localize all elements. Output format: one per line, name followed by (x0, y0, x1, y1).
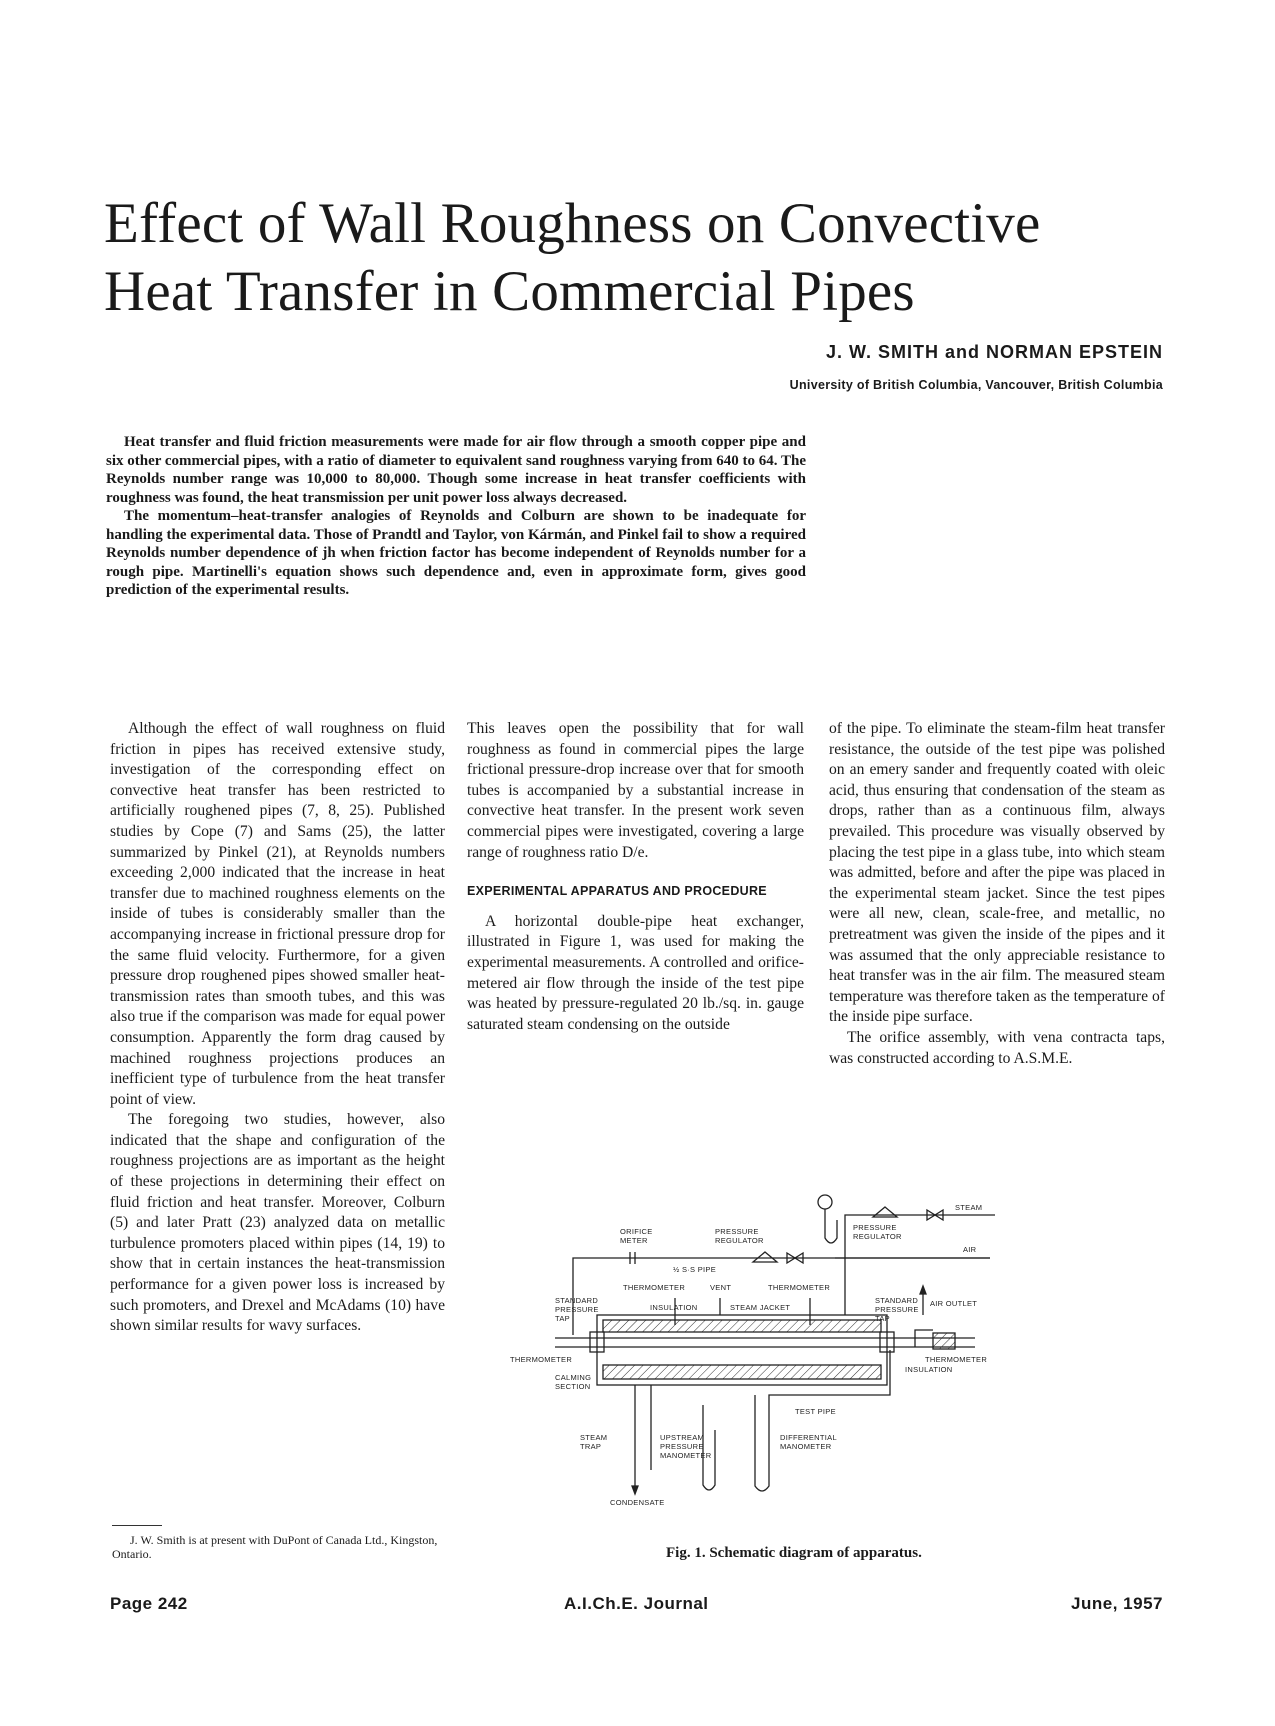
insulation-bottom (603, 1365, 881, 1379)
label-calming-section: CALMING (555, 1373, 592, 1382)
label-standard-tap: PRESSURE (555, 1305, 599, 1314)
body-paragraph: This leaves open the possibility that for wall roughness as found in commercial pipes the large frictional pressure-drop increase over that for smooth tubes is accompanied by a substantial increase in convective heat transfer. In the present work seven commercial pipes were investigated, covering a large range of roughness ratio D/e. (467, 720, 804, 861)
footnote: J. W. Smith is at present with DuPont of Canada Ltd., Kingston, Ontario. (112, 1533, 438, 1561)
label-pressure-regulator-top: PRESSURE (853, 1223, 897, 1232)
affiliation: University of British Columbia, Vancouver, British Columbia (789, 378, 1163, 392)
body-paragraph: The orifice assembly, with vena contracta taps, was constructed according to A.S.M.E. (829, 1028, 1165, 1067)
label-pressure-regulator-top: REGULATOR (853, 1232, 902, 1241)
abstract-paragraph: Heat transfer and fluid friction measurements were made for air flow through a smooth copper pipe and six other commercial pipes, with a ratio of diameter to equivalent sand roughness varying from 640 to 64. The Reynolds number range was 10,000 to 80,000. Though some increase in heat transfer coefficients with roughness was found, the heat transmission per unit power loss always decreased. (106, 434, 806, 506)
body-column-1 (110, 719, 445, 1337)
label-pressure-regulator: PRESSURE (715, 1227, 759, 1236)
label-ss-pipe: ½ S·S PIPE (673, 1265, 717, 1274)
pressure-regulator-icon (753, 1252, 777, 1262)
label-vent: VENT (710, 1283, 732, 1292)
label-orifice-meter: ORIFICE (620, 1227, 653, 1236)
label-steam-trap: TRAP (580, 1442, 602, 1451)
label-steam-trap: STEAM (580, 1433, 608, 1442)
abstract (106, 433, 806, 600)
insulation-top (603, 1320, 881, 1332)
body-column-3 (829, 719, 1165, 1069)
body-column-2 (467, 719, 804, 1035)
body-paragraph: A horizontal double-pipe heat exchanger, illustrated in Figure 1, was used for making the experimental measurements. A controlled and orifice-metered air flow through the inside of the test pipe was heated by pressure-regulated 20 lb./sq. in. gauge saturated steam condensing on the outside (467, 912, 804, 1033)
label-upstream-manometer: MANOMETER (660, 1451, 712, 1460)
label-steam: STEAM (955, 1203, 983, 1212)
label-thermometer: THERMOMETER (925, 1355, 988, 1364)
label-orifice-meter: METER (620, 1236, 648, 1245)
label-differential-manometer: DIFFERENTIAL (780, 1433, 837, 1442)
label-differential-manometer: MANOMETER (780, 1442, 832, 1451)
label-calming-section: SECTION (555, 1382, 591, 1391)
label-insulation: INSULATION (650, 1303, 698, 1312)
label-standard-tap: PRESSURE (875, 1305, 919, 1314)
label-air-outlet: AIR OUTLET (930, 1299, 978, 1308)
abstract-paragraph: The momentum–heat-transfer analogies of Reynolds and Colburn are shown to be inadequate for handling the experimental data. Those of Prandtl and Taylor, von Kármán, and Pinkel fail to show a required Reynolds number dependence of jh when friction factor has become independent of Reynolds number for a rough pipe. Martinelli's equation shows such dependence and, even in approximate form, gives good prediction of the experimental results. (106, 508, 806, 598)
label-condensate: CONDENSATE (610, 1498, 665, 1507)
label-standard-tap: TAP (555, 1314, 570, 1323)
journal-name: A.I.Ch.E. Journal (564, 1594, 709, 1613)
label-insulation: INSULATION (905, 1365, 953, 1374)
label-upstream-manometer: UPSTREAM (660, 1433, 705, 1442)
label-thermometer: THERMOMETER (768, 1283, 831, 1292)
authors: J. W. SMITH and NORMAN EPSTEIN (825, 342, 1163, 362)
insulation-outlet (933, 1333, 955, 1349)
body-paragraph: of the pipe. To eliminate the steam-film heat transfer resistance, the outside of the test pipe was polished on an emery sander and frequently coated with oleic acid, thus ensuring that condensation of the steam as drops, rather than as a continuous film, always prevailed. This procedure was visually observed by placing the test pipe in a glass tube, into which steam was admitted, before and after the pipe was placed in the experimental steam jacket. Since the test pipes were all new, clean, scale-free, and metallic, no pretreatment was given the inside of the pipes and it was assumed that the only appreciable resistance to heat transfer was in the air film. The measured steam temperature was therefore taken as the temperature of the inside pipe surface. (829, 720, 1165, 1026)
label-air: AIR (963, 1245, 977, 1254)
label-pressure-regulator: REGULATOR (715, 1236, 764, 1245)
pressure-gauge-icon (818, 1195, 832, 1209)
label-thermometer: THERMOMETER (623, 1283, 686, 1292)
apparatus-figure (510, 1190, 1100, 1510)
issue-date: June, 1957 (1071, 1594, 1163, 1613)
label-standard-tap: STANDARD (555, 1296, 599, 1305)
body-paragraph: The foregoing two studies, however, also indicated that the shape and configuration of the roughness projections are as important as the height of these projections in determining their effect on fluid friction and heat transfer. Moreover, Colburn (5) and later Pratt (23) analyzed data on metallic turbulence promoters placed within pipes (14, 19) to show that in certain instances the heat-transmission performance for a given power loss is increased by such promoters, and Drexel and McAdams (10) have shown similar results for wavy surfaces. (110, 1111, 445, 1335)
footnote-rule (112, 1525, 162, 1526)
page-number: Page 242 (110, 1594, 188, 1613)
label-thermometer: THERMOMETER (510, 1355, 573, 1364)
label-steam-jacket: STEAM JACKET (730, 1303, 791, 1312)
section-heading: EXPERIMENTAL APPARATUS AND PROCEDURE (467, 884, 767, 899)
figure-caption: Fig. 1. Schematic diagram of apparatus. (666, 1545, 922, 1561)
apparatus-schematic (510, 1190, 1100, 1510)
body-paragraph: Although the effect of wall roughness on fluid friction in pipes has received extensive study, investigation of the corresponding effect on convective heat transfer has been restricted to artificially roughened pipes (7, 8, 25). Published studies by Cope (7) and Sams (25), the latter summarized by Pinkel (21), at Reynolds numbers exceeding 2,000 indicated that the increase in heat transfer due to machined roughness elements on the inside of tubes is considerably smaller than the accompanying increase in frictional pressure drop for the same fluid velocity. Furthermore, for a given pressure drop roughened pipes showed smaller heat-transmission rates than smooth tubes, and this was also true if the comparison was made for equal power consumption. Apparently the form drag caused by machined roughness projections produces an inefficient type of turbulence from the heat transfer point of view. (110, 720, 445, 1108)
label-test-pipe: TEST PIPE (795, 1407, 836, 1416)
label-standard-tap: STANDARD (875, 1296, 919, 1305)
label-upstream-manometer: PRESSURE (660, 1442, 704, 1451)
label-standard-tap: TAP (875, 1314, 890, 1323)
article-title: Effect of Wall Roughness on Convective Heat Transfer in Commercial Pipes (104, 192, 1041, 323)
